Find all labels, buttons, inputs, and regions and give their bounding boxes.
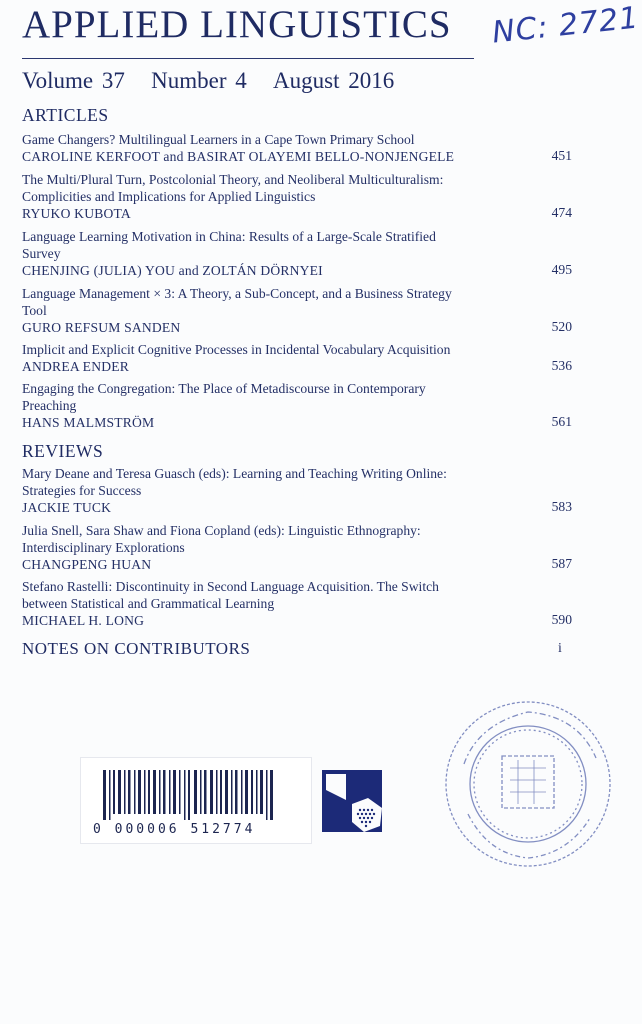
library-stamp-icon xyxy=(438,694,618,874)
article-page: 451 xyxy=(551,148,572,163)
article-entry xyxy=(22,228,572,279)
barcode-digits: 0 000006 512774 xyxy=(93,822,256,837)
review-title: Mary Deane and Teresa Guasch (eds): Learning and Teaching Writing Online: xyxy=(22,466,447,481)
article-title: Tool xyxy=(22,303,47,318)
article-page: 520 xyxy=(551,319,572,334)
review-author: JACKIE TUCK xyxy=(22,500,112,515)
review-title: Stefano Rastelli: Discontinuity in Second Language Acquisition. The Switch xyxy=(22,579,439,594)
article-authors: HANS MALMSTRÖM xyxy=(22,415,155,430)
issue-date: August 2016 xyxy=(273,68,395,93)
article-entry xyxy=(22,131,572,165)
article-authors: CHENJING (JULIA) YOU and ZOLTÁN DÖRNYEI xyxy=(22,263,323,278)
article-authors: GURO REFSUM SANDEN xyxy=(22,320,181,335)
review-author: MICHAEL H. LONG xyxy=(22,613,145,628)
review-title: Julia Snell, Sara Shaw and Fiona Copland (eds): Linguistic Ethnography: xyxy=(22,523,421,538)
review-entry xyxy=(22,522,572,573)
title-rule xyxy=(22,58,474,59)
article-title: Complicities and Implications for Applied Linguistics xyxy=(22,189,316,204)
review-entry xyxy=(22,578,572,629)
article-title: Preaching xyxy=(22,398,77,413)
review-entry xyxy=(22,465,572,516)
article-authors: RYUKO KUBOTA xyxy=(22,206,131,221)
review-page: 587 xyxy=(551,556,572,571)
handwritten-note: NC: 2721 xyxy=(490,0,641,51)
review-page: 590 xyxy=(551,612,572,627)
article-title: Language Management × 3: A Theory, a Sub-Concept, and a Business Strategy xyxy=(22,286,452,301)
article-entry xyxy=(22,285,572,336)
articles-heading: ARTICLES xyxy=(22,105,109,125)
notes-page: i xyxy=(558,641,562,656)
issue-line xyxy=(22,68,394,94)
article-page: 495 xyxy=(551,262,572,277)
review-title: between Statistical and Grammatical Learning xyxy=(22,596,275,611)
review-title: Interdisciplinary Explorations xyxy=(22,540,185,555)
review-page: 583 xyxy=(551,499,572,514)
reviews-heading: REVIEWS xyxy=(22,441,104,461)
issue-number: Number 4 xyxy=(151,68,247,93)
review-title: Strategies for Success xyxy=(22,483,142,498)
barcode-sticker xyxy=(80,757,312,844)
article-title: Engaging the Congregation: The Place of Metadiscourse in Contemporary xyxy=(22,381,426,396)
article-title: Implicit and Explicit Cognitive Processes in Incidental Vocabulary Acquisition xyxy=(22,342,451,357)
notes-on-contributors: NOTES ON CONTRIBUTORS xyxy=(22,639,251,658)
publisher-logo-icon xyxy=(322,770,386,836)
article-title: Language Learning Motivation in China: Results of a Large-Scale Stratified xyxy=(22,229,436,244)
article-authors: ANDREA ENDER xyxy=(22,359,129,374)
article-page: 561 xyxy=(551,414,572,429)
article-page: 474 xyxy=(551,205,572,220)
article-entry xyxy=(22,341,572,375)
article-authors: CAROLINE KERFOOT and BASIRAT OLAYEMI BELLO-NONJENGELE xyxy=(22,149,455,164)
article-title: Game Changers? Multilingual Learners in a Cape Town Primary School xyxy=(22,132,415,147)
article-page: 536 xyxy=(551,358,572,373)
review-author: CHANGPENG HUAN xyxy=(22,557,152,572)
article-entry xyxy=(22,171,572,222)
volume: Volume 37 xyxy=(22,68,125,93)
article-entry xyxy=(22,380,572,431)
barcode-icon xyxy=(101,770,291,820)
article-title: Survey xyxy=(22,246,61,261)
journal-title: APPLIED LINGUISTICS xyxy=(22,3,452,46)
article-title: The Multi/Plural Turn, Postcolonial Theory, and Neoliberal Multiculturalism: xyxy=(22,172,444,187)
